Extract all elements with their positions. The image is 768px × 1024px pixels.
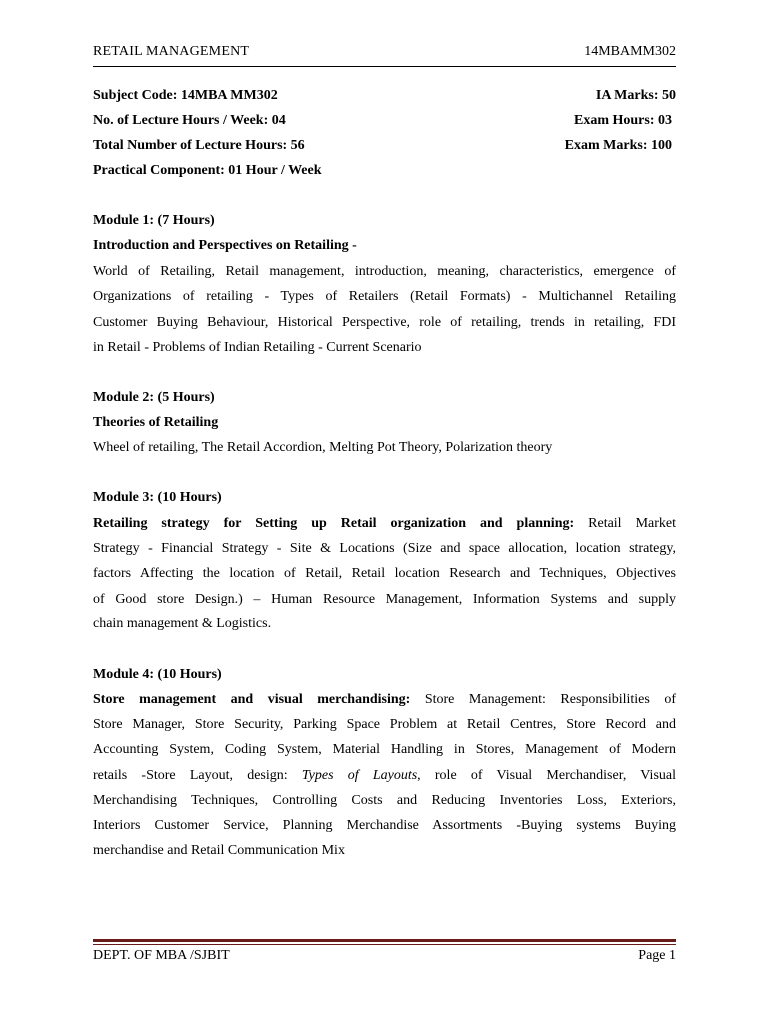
module-1-heading: Module 1: (7 Hours) bbox=[93, 213, 215, 228]
module-2-line: Wheel of retailing, The Retail Accordion, Melting Pot Theory, Polarization theory bbox=[93, 440, 553, 455]
module-4-first-line-rest: Store Management: Responsibilities of bbox=[424, 692, 677, 707]
module-4-italic-text: Types of Layouts bbox=[301, 768, 418, 783]
module-4-line-post: , role of Visual Merchandiser, Visual bbox=[417, 768, 676, 783]
footer-divider-thin bbox=[93, 944, 676, 945]
meta-row-2 bbox=[93, 111, 676, 131]
module-4-line: Store Manager, Store Security, Parking Space Problem at Retail Centres, Store Record and bbox=[93, 717, 676, 732]
exam-marks: Exam Marks: 100 bbox=[564, 138, 672, 153]
exam-hours: Exam Hours: 03 bbox=[574, 113, 672, 128]
module-3-line: factors Affecting the location of Retail, Retail location Research and Techniques, Objectives bbox=[93, 566, 676, 581]
module-3-line: Strategy - Financial Strategy - Site & Locations (Size and space allocation, location strategy, bbox=[93, 541, 676, 556]
module-3-line: chain management & Logistics. bbox=[93, 616, 272, 631]
lecture-hours-week: No. of Lecture Hours / Week: 04 bbox=[93, 113, 286, 128]
module-2-title: Theories of Retailing bbox=[93, 415, 219, 430]
module-1-title: Introduction and Perspectives on Retailing - bbox=[93, 238, 357, 253]
header-divider bbox=[93, 66, 676, 67]
page-footer bbox=[93, 946, 676, 966]
page-header bbox=[93, 42, 676, 62]
module-1-line: Customer Buying Behaviour, Historical Perspective, role of retailing, trends in retailing, FDI bbox=[93, 315, 676, 330]
module-4-title: Store management and visual merchandising: bbox=[93, 692, 411, 707]
module-2-heading: Module 2: (5 Hours) bbox=[93, 390, 215, 405]
meta-row-1 bbox=[93, 86, 676, 106]
module-3-heading: Module 3: (10 Hours) bbox=[93, 490, 222, 505]
footer-divider-thick bbox=[93, 939, 676, 942]
module-4-heading: Module 4: (10 Hours) bbox=[93, 667, 222, 682]
module-4-line: merchandise and Retail Communication Mix bbox=[93, 843, 345, 858]
module-4-line: Accounting System, Coding System, Material Handling in Stores, Management of Modern bbox=[93, 742, 676, 757]
meta-row-3 bbox=[93, 136, 676, 156]
meta-row-4 bbox=[93, 161, 676, 181]
module-1-line: Organizations of retailing - Types of Retailers (Retail Formats) - Multichannel Retailing bbox=[93, 289, 676, 304]
header-course-title: RETAIL MANAGEMENT bbox=[93, 44, 250, 59]
subject-code: Subject Code: 14MBA MM302 bbox=[93, 88, 278, 103]
module-4-line: Interiors Customer Service, Planning Merchandise Assortments -Buying systems Buying bbox=[93, 818, 676, 833]
footer-department: DEPT. OF MBA /SJBIT bbox=[93, 948, 230, 963]
module-4-italic-line bbox=[93, 766, 676, 786]
practical-component: Practical Component: 01 Hour / Week bbox=[93, 163, 322, 178]
module-4-first-line bbox=[93, 690, 676, 710]
total-lecture-hours: Total Number of Lecture Hours: 56 bbox=[93, 138, 305, 153]
module-4-line-pre: retails -Store Layout, design: bbox=[93, 768, 288, 783]
page-number: Page 1 bbox=[638, 948, 676, 963]
module-4-line: Merchandising Techniques, Controlling Costs and Reducing Inventories Loss, Exteriors, bbox=[93, 793, 676, 808]
header-course-code: 14MBAMM302 bbox=[584, 44, 676, 59]
module-3-title: Retailing strategy for Setting up Retail organization and planning: bbox=[93, 516, 575, 531]
module-3-first-line-rest: Retail Market bbox=[588, 516, 676, 531]
module-3-line: of Good store Design.) – Human Resource Management, Information Systems and supply bbox=[93, 592, 676, 607]
module-1-line: in Retail - Problems of Indian Retailing - Current Scenario bbox=[93, 340, 422, 355]
module-3-first-line bbox=[93, 514, 676, 534]
module-1-line: World of Retailing, Retail management, introduction, meaning, characteristics, emergence of bbox=[93, 264, 676, 279]
ia-marks: IA Marks: 50 bbox=[595, 88, 676, 103]
